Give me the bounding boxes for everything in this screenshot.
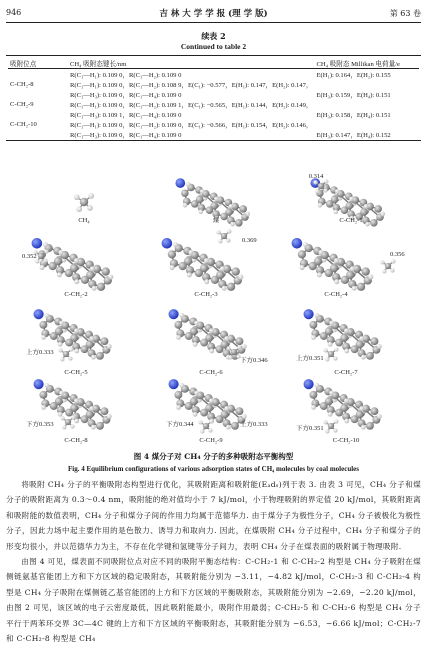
table-cell-charge: E(H₃): 0.158，E(H₄): 0.151 [316,112,391,119]
table-cell-bond: R(C₁—H₃): 0.109 0，R(C₁—H₄): 0.109 0 [70,92,182,99]
table-bottom-rule [6,140,421,141]
table-title: 续表 2 [201,31,226,41]
nitrogen-atom [162,238,173,249]
header-rule [6,22,421,23]
table-cell-charge [315,119,419,129]
distance-label-c-ch2-6: 下方0.346 [240,357,268,364]
table-row [8,109,419,119]
panel-label-c-ch2-9: C-CH₂-9 [199,437,223,444]
panel-label-coal: 煤 [212,217,220,224]
table-cell-bond: R(C₁—H₃): 0.109 1，R(C₁—H₄): 0.109 0 [70,112,182,119]
panel-label-c-ch2-5: C-CH₂-5 [64,369,88,376]
table-header-bond: CH₄ 吸附态键长/nm [68,57,315,69]
volume-label: 第 63 卷 [389,9,421,18]
panel-label-c-ch2-8: C-CH₂-8 [64,437,88,444]
distance-label-c-ch2-9-lower: 下方0.344 [166,421,194,428]
distance-label-c-ch2-7: 上方0.351 [296,355,324,362]
panel-label-ch4: CH₄ [78,217,90,224]
methane-molecule [198,419,213,433]
table-cell-charge: E(H₁): 0.164，E(H₂): 0.155 [316,72,391,79]
nitrogen-atom [34,309,44,319]
table-row [8,119,419,129]
methane-molecule [323,419,338,433]
table-header-charge: CH₄ 吸附态 Millikan 电荷量/e [315,57,419,69]
table-cell-charge [315,99,419,109]
table-cell-bond: R(C₁—H₃): 0.109 0，R(C₁—H₄): 0.109 0 [70,132,182,139]
table-cell-bond: R(C₁—H₁): 0.109 0，R(C₁—H₂): 0.109 0，E(C₁): −0.566，E(H₁): 0.154，E(H₂): 0.146， [70,122,313,129]
coal-molecule [292,238,374,291]
figure-4 [6,164,421,446]
nitrogen-atom [169,309,179,319]
table-cell-charge [315,79,419,89]
table-row [8,69,419,80]
body-text [6,477,421,646]
panel-label-c-ch2-4: C-CH₂-4 [324,291,348,298]
data-table [8,57,419,139]
figure-caption-cn: 图 4 煤分子对 CH₄ 分子的多种吸附态平衡构型 [133,452,294,461]
methane-molecule [58,347,73,361]
nitrogen-atom [32,238,43,249]
distance-label-c-ch2-3: 0.369 [242,237,257,244]
nitrogen-atom [304,379,314,389]
table-header-row [8,57,419,69]
distance-label-c-ch2-1: 0.314 [308,173,324,180]
methane-molecule [380,259,395,273]
nitrogen-atom [169,379,179,389]
distance-label-c-ch2-4: 0.356 [390,251,405,258]
table-header-site: 吸附位点 [8,57,68,69]
table-cell-bond: R(C₁—H₁): 0.109 0，R(C₁—H₂): 0.108 9，E(C₁): −0.577，E(H₁): 0.147，E(H₂): 0.147， [70,82,313,89]
coal-molecule [32,238,114,291]
figure-caption-en: Fig. 4 Equilibrium configurations of various adsorption states of CH₄ molecules by coal molecules [67,465,360,473]
table-cell-site [8,109,68,119]
coal-molecule [304,309,382,360]
nitrogen-atom [175,178,185,188]
table-cell-site [8,69,68,80]
table-cell-site: C-CH₂-9 [10,100,34,108]
table-cell-charge: E(H₃): 0.159，E(H₄): 0.151 [316,92,391,99]
page-number: 946 [6,8,22,17]
methane-molecule [60,415,75,429]
methane-molecule [323,347,338,361]
coal-molecule [162,238,244,291]
journal-name: 吉 林 大 学 学 报 (理 学 版) [159,9,268,19]
panel-label-c-ch2-1: C-CH₂-1 [339,217,363,224]
paragraph-1: 将吸附 CH₄ 分子的平衡吸附态构型进行优化，其吸附距离和吸附能(Eₐdₛ)列于表 3. 由表 3 可见，CH₄ 分子和煤分子的吸附距离为 0.3～0.4 nm，吸附能的绝对值均小于 7 kJ/mol，小于物理吸附的界定值 20 kJ/mol，其吸附距离和吸附能的数值表明，CH₄ 分子和煤分子间的作用力均属于范德华力. 由于煤分子为极性分子，CH₄ 分子被极化为极性分子，因此力场中起主要作用的是色散力、诱导力和取向力. 因此，在煤吸附 CH₄ 分子过程中，CH₄ 分子和煤分子的形变均很小，并以范德华力为主，不存在化学键和氢键等分子间力，表明 CH₄ 分子在煤表面的吸附属于物理吸附. [6,480,421,551]
methane-molecule [74,193,94,212]
panel-label-c-ch2-2: C-CH₂-2 [64,291,88,298]
table-top-rule [6,55,421,56]
methane-molecule [216,229,231,243]
molecule-figure [6,164,421,446]
nitrogen-atom [304,309,314,319]
table-cell-site: C-CH₂-10 [10,120,37,128]
nitrogen-atom [292,238,303,249]
panel-label-c-ch2-6: C-CH₂-6 [199,369,223,376]
table-cell-bond: R(C₁—H₁): 0.109 0，R(C₁—H₂): 0.109 1，E(C₁): −0.565，E(H₁): 0.144，E(H₂): 0.149， [70,102,313,109]
panel-label-c-ch2-7: C-CH₂-7 [334,369,358,376]
table-row [8,99,419,109]
table-cell-charge: E(H₃): 0.147，E(H₄): 0.152 [316,132,391,139]
distance-label-c-ch2-5: 上方0.333 [26,349,54,356]
distance-label-c-ch2-8: 下方0.353 [26,421,54,428]
distance-label-c-ch2-2: 0.352 [22,253,37,260]
nitrogen-atom [34,379,44,389]
coal-molecule [304,379,382,430]
distance-label-c-ch2-10: 下方0.351 [296,425,324,432]
panel-label-c-ch2-3: C-CH₂-3 [194,291,218,298]
distance-label-c-ch2-9-upper: 上方0.333 [240,421,268,428]
table-cell-site: C-CH₂-8 [10,80,34,88]
table-cell-site [8,89,68,99]
paragraph-2: 由图 4 可见，煤表面不同吸附位点对应不同的吸附平衡态结构：C-CH₂-1 和 C-CH₂-2 构型是 CH₄ 分子吸附在煤侧链氨基官能团上方和下方区域的稳定吸附态，其吸附能分别为 −3.11，−4.82 kJ/mol，C-CH₂-3 和 C-CH₂-4 构型是 CH₄ 分子吸附在煤侧链乙基官能团的上方和下方区域的平衡吸附态，其吸附能分别为 −2.69，−2.20 kJ/mol，由图 2 可见，该区域的电子云密度最低，因此吸附能最小，吸附作用最弱；C-CH₂-5 和 C-CH₂-6 构型是 CH₄ 分子平行于两苯环交界 3C—4C 键的上方和下方区域的平衡吸附态，其吸附能分别为 −6.53，−6.66 kJ/mol；C-CH₂-7 和 C-CH₂-8 构型是 CH₄ [6,557,421,644]
table-title-en: Continued to table 2 [180,42,247,51]
table-row [8,79,419,89]
table-cell-bond: R(C₁—H₁): 0.109 0，R(C₁—H₂): 0.109 0 [70,72,182,79]
table-row [8,129,419,139]
panel-label-c-ch2-10: C-CH₂-10 [332,437,360,444]
table-row [8,89,419,99]
table-cell-site [8,129,68,139]
page-header [6,6,421,20]
